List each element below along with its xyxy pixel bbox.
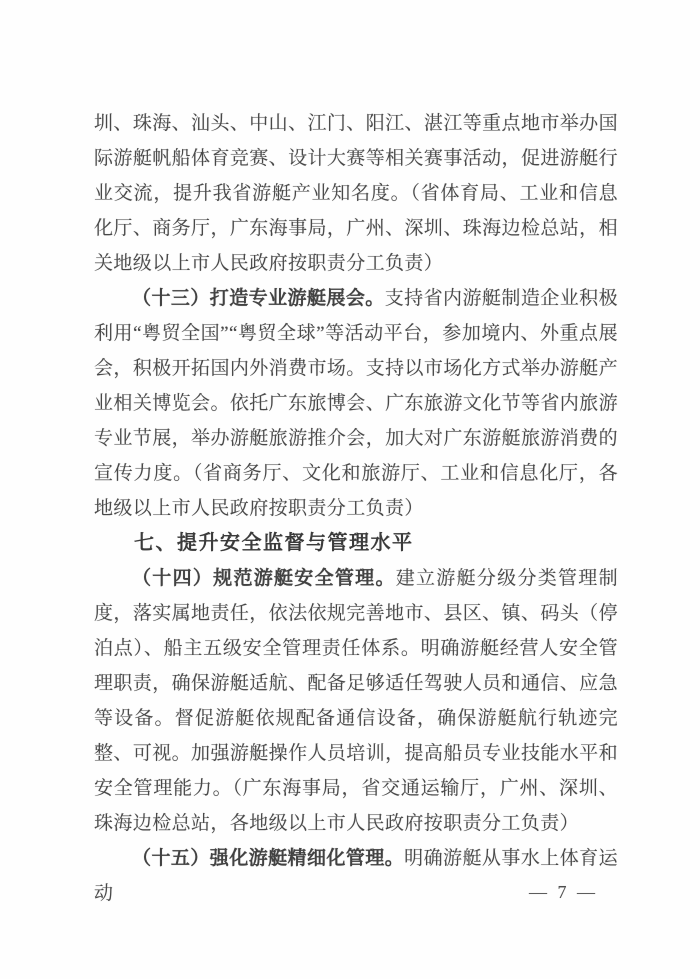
document-body xyxy=(94,106,618,911)
item-15-lead: 强化游艇精细化管理。 xyxy=(209,848,405,869)
paragraph-item-14 xyxy=(94,561,618,841)
paragraph-continuation: 圳、珠海、汕头、中山、江门、阳江、湛江等重点地市举办国际游艇帆船体育竞赛、设计大赛等相关赛事活动，促进游艇行业交流，提升我省游艇产业知名度。（省体育局、工业和信息化厅、商务厅，广东海事局，广州、深圳、珠海边检总站，相关地级以上市人民政府按职责分工负责） xyxy=(94,113,618,274)
item-13-text: 支持省内游艇制造企业积极利用“粤贸全国”“粤贸全球”等活动平台，参加境内、外重点展会，积极开拓国内外消费市场。支持以市场化方式举办游艇产业相关博览会。依托广东旅博会、广东旅游文化节等省内旅游专业节展，举办游艇旅游推介会，加大对广东游艇旅游消费的宣传力度。（省商务厅、文化和旅游厅、工业和信息化厅，各地级以上市人民政府按职责分工负责） xyxy=(94,288,618,519)
item-14-text: 建立游艇分级分类管理制度，落实属地责任，依法依规完善地市、县区、镇、码头（停泊点）、船主五级安全管理责任体系。明确游艇经营人安全管理职责，确保游艇适航、配备足够适任驾驶人员和通信、应急等设备。督促游艇依规配备通信设备，确保游艇航行轨迹完整、可视。加强游艇操作人员培训，提高船员专业技能水平和安全管理能力。（广东海事局，省交通运输厅，广州、深圳、珠海边检总站，各地级以上市人民政府按职责分工负责） xyxy=(94,568,618,834)
paragraph-item-13 xyxy=(94,281,618,526)
item-14-lead: 规范游艇安全管理。 xyxy=(213,568,396,589)
item-13-number: （十三） xyxy=(132,288,210,309)
item-15-text: 明确游艇从事水上体育运动 xyxy=(94,848,618,904)
page-number: — 7 — xyxy=(529,882,598,902)
item-15-number: （十五） xyxy=(132,848,210,869)
item-13-lead: 打造专业游艇展会。 xyxy=(209,288,385,309)
section-heading-7: 七、提升安全监督与管理水平 xyxy=(134,532,414,554)
item-14-number: （十四） xyxy=(132,568,214,589)
